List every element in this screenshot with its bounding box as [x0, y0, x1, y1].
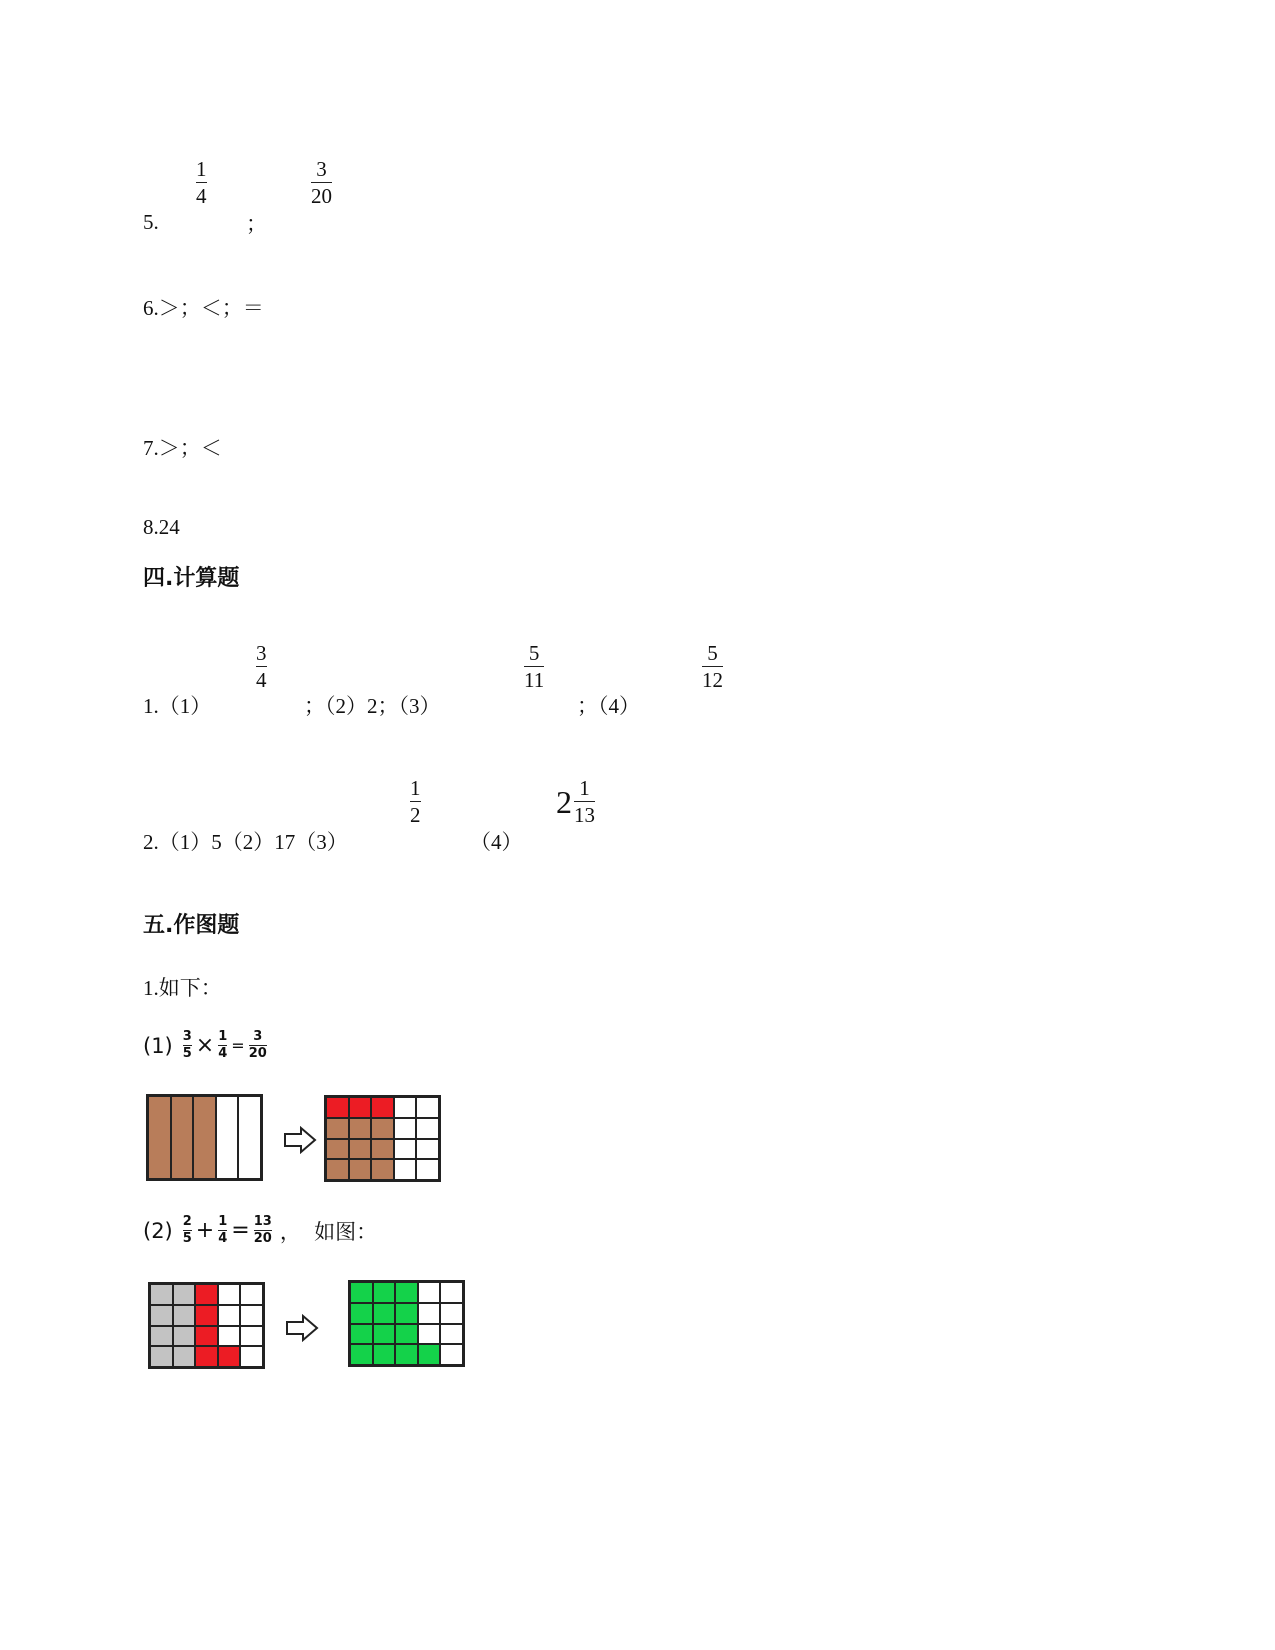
- grid-cell: [418, 1344, 441, 1365]
- numerator: 2: [182, 1214, 192, 1229]
- grid-cell: [418, 1303, 441, 1324]
- denominator: 4: [196, 184, 207, 208]
- calc1-fraction-1: [256, 641, 267, 692]
- grid-cell: [326, 1159, 349, 1180]
- grid-cell: [394, 1118, 417, 1139]
- denominator: 11: [524, 668, 545, 692]
- fraction-bar: [410, 801, 421, 802]
- grid-cell: [240, 1326, 263, 1347]
- part2-left-grid: [148, 1282, 265, 1369]
- part2-suffix: ， 如图：: [279, 1219, 378, 1244]
- numerator: 1: [196, 157, 207, 181]
- numerator: 5: [528, 641, 540, 665]
- grid-cell: [371, 1139, 394, 1160]
- calc1-fraction-3: [702, 641, 723, 692]
- denominator: 4: [218, 1231, 228, 1246]
- grid-cell: [195, 1305, 218, 1326]
- grid-cell: [373, 1344, 396, 1365]
- numerator: 1: [218, 1029, 228, 1044]
- numerator: 13: [253, 1214, 272, 1229]
- calc2-part-2: （4）: [470, 830, 523, 854]
- right-arrow-icon: [283, 1126, 317, 1154]
- numerator: 3: [316, 157, 327, 181]
- calc2-part-1: 2.（1）5（2）17（3）: [143, 830, 348, 854]
- grid-cell: [218, 1346, 241, 1367]
- calc1-fraction-2: [524, 641, 544, 692]
- grid-cell: [395, 1344, 418, 1365]
- q5-fraction-2: [311, 157, 332, 208]
- grid-cell: [350, 1344, 373, 1365]
- grid-cell: [195, 1326, 218, 1347]
- grid-cell: [240, 1346, 263, 1367]
- grid-cell: [218, 1326, 241, 1347]
- calc1-part-1: 1.（1）: [143, 694, 212, 718]
- section-5-heading: 五.作图题: [143, 913, 240, 938]
- grid-cell: [350, 1324, 373, 1345]
- part2-label: (2): [143, 1218, 173, 1243]
- grid-cell: [216, 1096, 239, 1179]
- grid-cell: [349, 1159, 372, 1180]
- q6-answer: 6.＞；＜；＝: [143, 296, 264, 320]
- q5-fraction-1: [196, 157, 207, 208]
- fraction-bar: [574, 801, 595, 802]
- grid-cell: [195, 1346, 218, 1367]
- grid-cell: [373, 1324, 396, 1345]
- grid-cell: [395, 1324, 418, 1345]
- grid-cell: [440, 1303, 463, 1324]
- part1-right-grid: [324, 1095, 441, 1182]
- denominator: 20: [248, 1046, 267, 1061]
- calc1-part-3: ；（4）: [577, 694, 640, 718]
- grid-cell: [394, 1097, 417, 1118]
- whole-part: 2: [556, 783, 572, 820]
- part2-fraction-b: [218, 1215, 227, 1246]
- plus-sign: +: [195, 1218, 215, 1243]
- multiply-sign: ×: [195, 1033, 215, 1058]
- equals-sign: =: [231, 1036, 245, 1055]
- grid-cell: [150, 1326, 173, 1347]
- calc1-part-2: ；（2）2；（3）: [304, 694, 441, 718]
- fraction-bar: [196, 182, 207, 183]
- grid-cell: [218, 1305, 241, 1326]
- part1-fraction-b: [218, 1030, 227, 1061]
- denominator: 2: [410, 803, 421, 827]
- part1-label: (1): [143, 1033, 173, 1058]
- denominator: 20: [253, 1231, 272, 1246]
- numerator: 1: [218, 1214, 228, 1229]
- part1-fraction-c: [249, 1030, 267, 1061]
- grid-cell: [440, 1344, 463, 1365]
- denominator: 4: [256, 668, 267, 692]
- part1-equation: [143, 1030, 269, 1061]
- grid-cell: [373, 1282, 396, 1303]
- denominator: 12: [702, 668, 723, 692]
- grid-cell: [173, 1305, 196, 1326]
- grid-cell: [150, 1305, 173, 1326]
- grid-cell: [418, 1324, 441, 1345]
- q5-label: 5.: [143, 210, 159, 234]
- right-arrow-icon: [285, 1314, 319, 1342]
- part2-right-grid: [348, 1280, 465, 1367]
- grid-cell: [173, 1326, 196, 1347]
- grid-cell: [193, 1096, 216, 1179]
- part2-fraction-a: [183, 1215, 192, 1246]
- numerator: 3: [253, 1029, 263, 1044]
- grid-cell: [240, 1305, 263, 1326]
- q7-answer: 7.＞；＜: [143, 436, 222, 460]
- grid-cell: [440, 1282, 463, 1303]
- grid-cell: [173, 1346, 196, 1367]
- fraction-bar: [256, 666, 267, 667]
- part1-left-grid: [146, 1094, 263, 1181]
- section-4-heading: 四.计算题: [143, 566, 240, 591]
- grid-cell: [326, 1118, 349, 1139]
- draw1-intro: 1.如下：: [143, 976, 222, 1000]
- grid-cell: [371, 1118, 394, 1139]
- denominator: 13: [574, 803, 595, 827]
- denominator: 4: [218, 1046, 228, 1061]
- grid-cell: [416, 1097, 439, 1118]
- grid-cell: [440, 1324, 463, 1345]
- grid-cell: [349, 1097, 372, 1118]
- grid-cell: [394, 1159, 417, 1180]
- grid-cell: [326, 1097, 349, 1118]
- denominator: 5: [182, 1046, 192, 1061]
- grid-cell: [238, 1096, 261, 1179]
- grid-cell: [173, 1284, 196, 1305]
- grid-cell: [240, 1284, 263, 1305]
- equals-sign: =: [231, 1218, 250, 1243]
- grid-cell: [218, 1284, 241, 1305]
- grid-cell: [373, 1303, 396, 1324]
- calc2-fraction-1: [410, 776, 421, 827]
- fraction-bar: [311, 182, 332, 183]
- fraction-bar: [702, 666, 723, 667]
- numerator: 5: [707, 641, 718, 665]
- grid-cell: [195, 1284, 218, 1305]
- q8-answer: 8.24: [143, 515, 180, 539]
- mixed-fraction: [574, 776, 595, 827]
- grid-cell: [395, 1303, 418, 1324]
- grid-cell: [148, 1096, 171, 1179]
- grid-cell: [416, 1118, 439, 1139]
- numerator: 3: [182, 1029, 192, 1044]
- part1-fraction-a: [183, 1030, 192, 1061]
- grid-cell: [416, 1159, 439, 1180]
- denominator: 20: [311, 184, 332, 208]
- grid-cell: [395, 1282, 418, 1303]
- grid-cell: [350, 1282, 373, 1303]
- denominator: 5: [182, 1231, 192, 1246]
- grid-cell: [326, 1139, 349, 1160]
- grid-cell: [171, 1096, 194, 1179]
- grid-cell: [371, 1097, 394, 1118]
- fraction-bar: [524, 666, 544, 667]
- calc2-mixed-number: [556, 776, 595, 827]
- part2-equation: [143, 1215, 377, 1246]
- grid-cell: [350, 1303, 373, 1324]
- grid-cell: [416, 1139, 439, 1160]
- grid-cell: [349, 1139, 372, 1160]
- grid-cell: [394, 1139, 417, 1160]
- grid-cell: [371, 1159, 394, 1180]
- grid-cell: [150, 1346, 173, 1367]
- numerator: 3: [256, 641, 267, 665]
- part2-fraction-c: [254, 1215, 272, 1246]
- grid-cell: [418, 1282, 441, 1303]
- grid-cell: [349, 1118, 372, 1139]
- numerator: 1: [410, 776, 421, 800]
- grid-cell: [150, 1284, 173, 1305]
- numerator: 1: [579, 776, 590, 800]
- q5-separator: ；: [246, 212, 267, 236]
